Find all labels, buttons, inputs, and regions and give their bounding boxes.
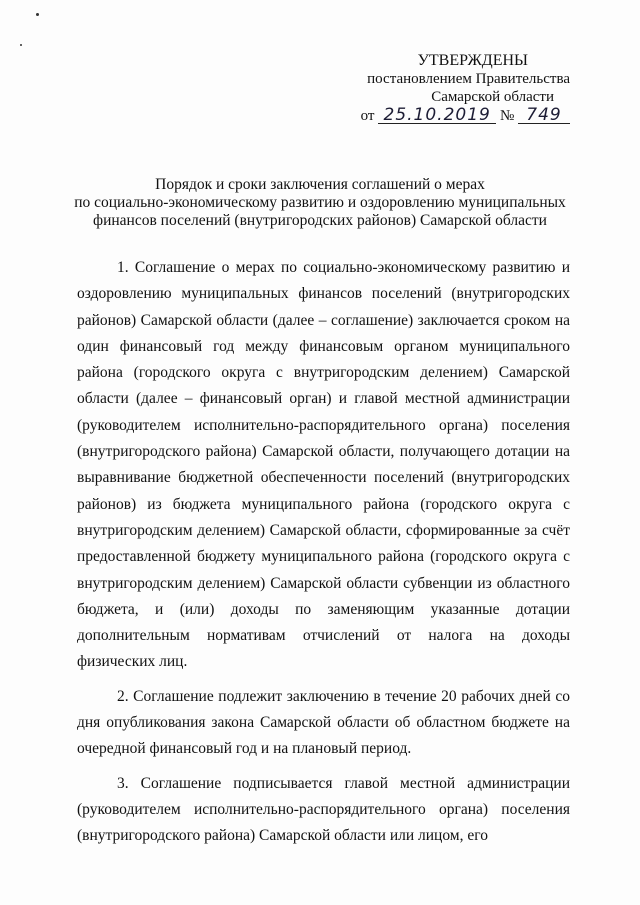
number-prefix: № [499, 108, 515, 124]
approval-line-region: Самарской области [431, 89, 554, 105]
approval-title: УТВЕРЖДЕНЫ [417, 52, 528, 69]
heading-line: финансов поселений (внутригородских районов) Самарской области [93, 212, 547, 229]
document-heading [70, 176, 570, 230]
approval-stamp-block [330, 52, 570, 125]
handwritten-number: 749 [518, 107, 570, 124]
paragraph-2: 2. Соглашение подлежит заключению в течение 20 рабочих дней со дня опубликования закона Самарской области об областном бюджете на очередной финансовый год и на плановый период. [77, 687, 570, 758]
heading-line: по социально-экономическому развитию и оздоровлению муниципальных [74, 194, 566, 211]
approval-line-resolution: постановлением Правительства [367, 71, 570, 87]
paragraph-1: 1. Соглашение о мерах по социально-экономическому развитию и оздоровлению муниципальных финансов поселений (внутригородских районов) Самарской области (далее – соглашение) заключается сроком на один финансовый год между финансовым органом муниципального района (городского округа с внутригородским делением) Самарской области (далее – финансовый орган) и главой местной администрации (руководителем исполнительно-распорядительного органа) поселения (внутригородского района) Самарской области, получающего дотации на выравнивание бюджетной обеспеченности поселений (внутригородских районов) из бюджета муниципального района (городского округа с внутригородским делением) Самарской области, сформированные за счёт предоставленной бюджету муниципального района (городского округа с внутригородским делением) Самарской области субвенции из областного бюджета, и (или) доходы по заменяющим указанные дотации дополнительным нормативам отчислений от налога на доходы физических лиц. [77, 259, 570, 671]
date-prefix: от [360, 108, 375, 124]
paragraph-3: 3. Соглашение подписывается главой местной администрации (руководителем исполнительно-распорядительного органа) поселения (внутригородского района) Самарской области или лицом, его [77, 774, 570, 845]
handwritten-date: 25.10.2019 [378, 107, 496, 124]
scan-speck [20, 44, 22, 46]
approval-date-row [330, 107, 570, 125]
scan-speck [36, 13, 39, 16]
heading-line: Порядок и сроки заключения соглашений о мерах [155, 176, 485, 193]
document-body [77, 255, 570, 850]
